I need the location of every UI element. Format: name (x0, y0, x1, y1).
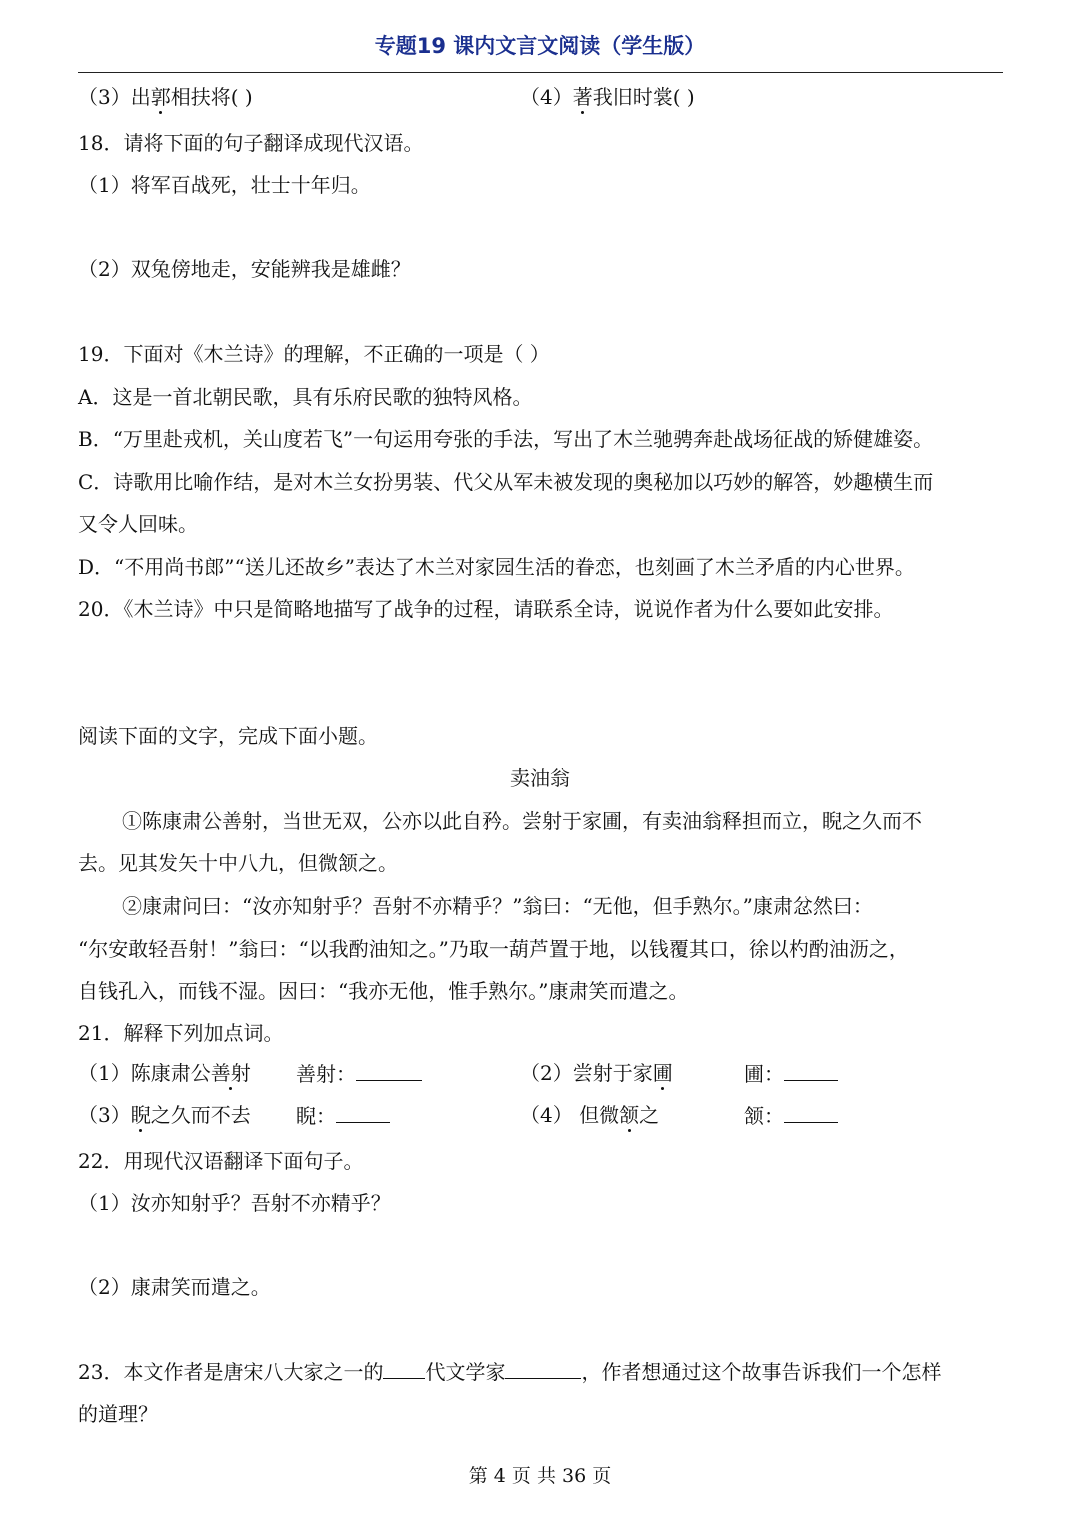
q21-stem: 21．解释下列加点词。 (78, 1021, 284, 1045)
q19-option-c-cont: 又令人回味。 (78, 512, 198, 536)
header-rule (78, 72, 1003, 73)
q22-sentence-2: （2）康肃笑而遣之。 (78, 1275, 271, 1299)
answer-blank[interactable] (356, 1060, 422, 1081)
dotted-char: 善射 (210, 1061, 251, 1085)
dotted-char: 郭 (150, 85, 171, 109)
q21-item-3: （3）睨之久而不去 (78, 1103, 251, 1127)
passage-title: 卖油翁 (510, 766, 570, 790)
q19-option-c: C．诗歌用比喻作结，是对木兰女扮男装、代父从军未被发现的奥秘加以巧妙的解答，妙趣横生而 (78, 470, 934, 494)
q23-stem: 23．本文作者是唐宋八大家之一的 代文学家 ，作者想通过这个故事告诉我们一个怎样 (78, 1360, 942, 1384)
answer-blank[interactable] (784, 1102, 838, 1123)
q21-item-2: （2）尝射于家圃 (520, 1061, 673, 1085)
page-header: 专题19 课内文言文阅读（学生版） (374, 34, 706, 58)
dotted-char: 圃 (652, 1061, 673, 1085)
q21-answer-4: 颔： (744, 1102, 838, 1129)
answer-blank[interactable] (784, 1060, 838, 1081)
passage-p1-line2: 去。见其发矢十中八九，但微颔之。 (78, 851, 398, 875)
page-number: 第 4 页 共 36 页 (468, 1465, 612, 1487)
q21-item-1: （1）陈康肃公善射 (78, 1061, 251, 1085)
q18-sentence-2: （2）双兔傍地走，安能辨我是雄雌？ (78, 257, 411, 281)
q21-answer-3: 睨： (296, 1102, 390, 1129)
passage-p1-line1: ①陈康肃公善射，当世无双，公亦以此自矜。尝射于家圃，有卖油翁释担而立，睨之久而不 (122, 809, 922, 833)
q21-item-4: （4） 但微颔之 (520, 1103, 660, 1127)
q18-stem: 18．请将下面的句子翻译成现代汉语。 (78, 131, 424, 155)
passage-p2-line3: 自钱孔入，而钱不湿。因曰：“我亦无他，惟手熟尔。”康肃笑而遣之。 (78, 979, 689, 1003)
q19-option-b: B．“万里赴戎机，关山度若飞”一句运用夸张的手法，写出了木兰驰骋奔赴战场征战的矫健雄姿。 (78, 427, 934, 451)
q19-option-a: A．这是一首北朝民歌，具有乐府民歌的独特风格。 (78, 385, 533, 409)
q21-answer-2: 圃： (744, 1060, 838, 1087)
dotted-char: 颔 (619, 1103, 640, 1127)
answer-blank[interactable] (505, 1358, 581, 1379)
q17-item-3: （3）出郭相扶将( ) (78, 85, 253, 109)
passage-p2-line2: “尔安敢轻吾射！”翁曰：“以我酌油知之。”乃取一葫芦置于地，以钱覆其口，徐以杓酌油沥之， (78, 937, 909, 961)
passage-p2-line1: ②康肃问曰：“汝亦知射乎？吾射不亦精乎？”翁曰：“无他，但手熟尔。”康肃忿然曰： (122, 894, 873, 918)
q17-item-4: （4）著我旧时裳( ) (520, 85, 695, 109)
q23-stem-cont: 的道理？ (78, 1402, 158, 1426)
q21-answer-1: 善射： (296, 1060, 422, 1087)
dotted-char: 睨 (130, 1103, 151, 1127)
q19-option-d: D．“不用尚书郎”“送儿还故乡”表达了木兰对家园生活的眷恋，也刻画了木兰矛盾的内心世界。 (78, 555, 915, 579)
q22-sentence-1: （1）汝亦知射乎？吾射不亦精乎？ (78, 1191, 391, 1215)
q18-sentence-1: （1）将军百战死，壮士十年归。 (78, 173, 371, 197)
answer-blank[interactable] (383, 1358, 425, 1379)
answer-blank[interactable] (336, 1102, 390, 1123)
reading-intro: 阅读下面的文字，完成下面小题。 (78, 724, 378, 748)
q22-stem: 22．用现代汉语翻译下面句子。 (78, 1149, 364, 1173)
q20-stem: 20．《木兰诗》中只是简略地描写了战争的过程，请联系全诗，说说作者为什么要如此安排。 (78, 597, 894, 621)
dotted-char: 著 (572, 85, 593, 109)
q19-stem: 19．下面对《木兰诗》的理解，不正确的一项是（ ） (78, 342, 550, 366)
